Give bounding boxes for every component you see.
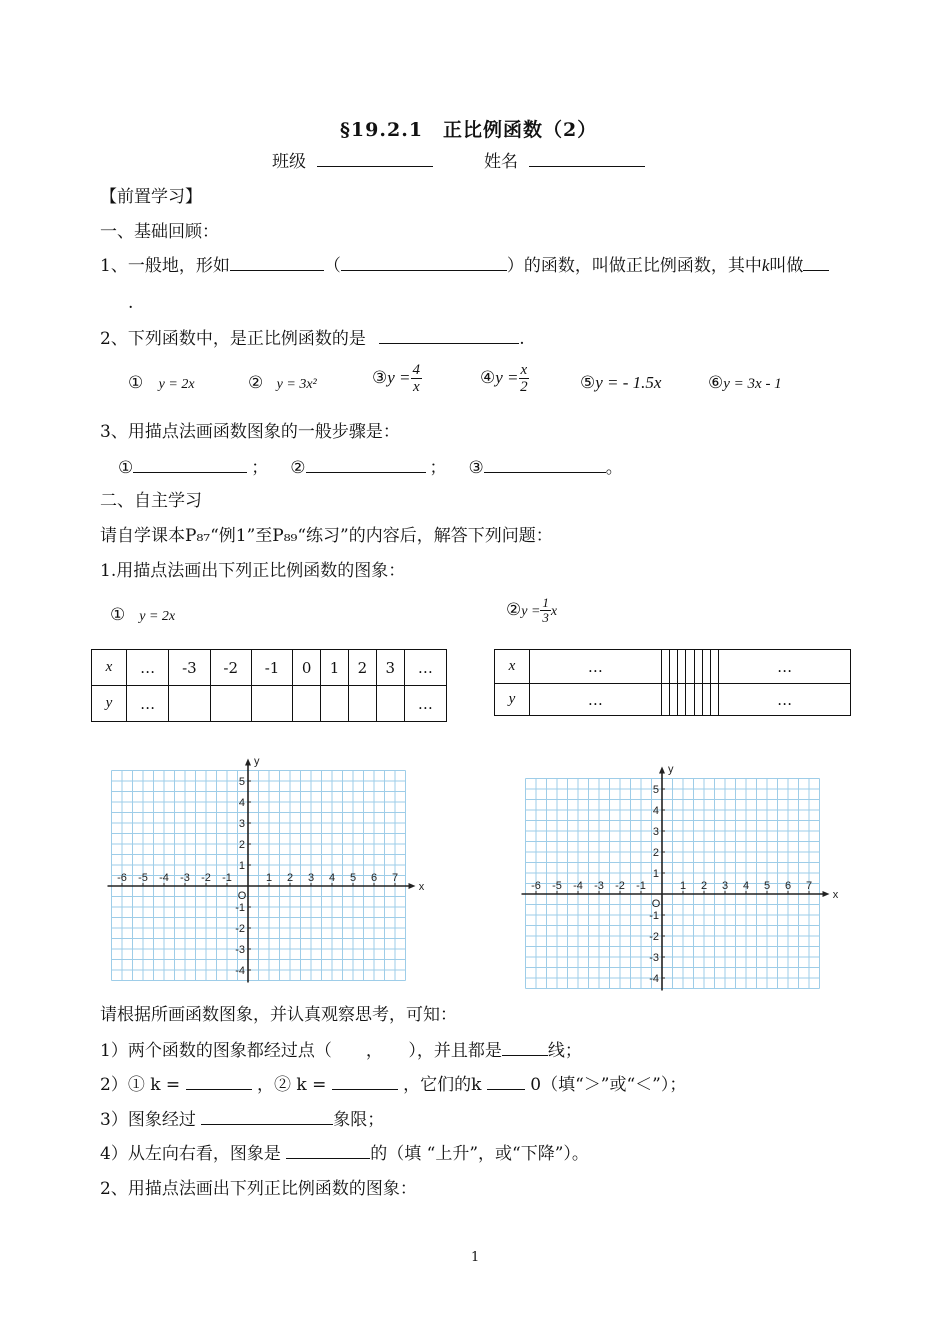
y-tick-label: 5 <box>652 784 659 796</box>
x-tick-label: -3 <box>594 880 604 892</box>
y-tick-label: 4 <box>652 805 659 817</box>
x-tick-label: -1 <box>222 872 232 884</box>
o1-text: 1）两个函数的图象都经过点（ ， ），并且都是 <box>100 1041 502 1061</box>
y-tick-label: 2 <box>238 839 245 851</box>
q2-answer-field[interactable] <box>379 327 519 344</box>
grid-lines <box>112 771 406 981</box>
observation-3 <box>100 1108 384 1131</box>
option-lhs: y = <box>387 368 411 387</box>
option-mark: ⑥ <box>708 373 724 393</box>
x-tick-label: -3 <box>180 872 190 884</box>
page-title: §19.2.1 正比例函数（2） <box>340 119 598 141</box>
table-cell: … <box>127 650 169 686</box>
fn-lhs: y = <box>521 604 541 619</box>
q2-text: 2、下列函数中，是正比例函数的是 <box>100 329 366 349</box>
x-tick-label: 7 <box>805 880 813 892</box>
option-mark: ⑤ <box>580 373 596 393</box>
page-number: 1 <box>471 1250 480 1265</box>
step1-field[interactable] <box>133 456 247 473</box>
y-tick-label: -1 <box>649 910 659 922</box>
q1-blank-k[interactable] <box>803 254 829 271</box>
x-tick-label: -5 <box>552 880 562 892</box>
y-tick-label: 1 <box>238 860 245 872</box>
table-cell: -3 <box>169 650 210 686</box>
table-input-cell[interactable] <box>702 650 710 684</box>
table-cell: 1 <box>321 650 349 686</box>
y-tick-label: 3 <box>652 826 659 838</box>
x-tick-label: 3 <box>721 880 729 892</box>
o2-text: 2）① k = <box>100 1075 181 1095</box>
table-cell: … <box>719 650 851 684</box>
option-mark: ① <box>128 373 144 393</box>
o3-field[interactable] <box>201 1108 333 1125</box>
table-input-cell[interactable] <box>669 650 677 684</box>
x-tick-label: 7 <box>391 872 399 884</box>
table-cell: -2 <box>210 650 251 686</box>
y-tick-label: 3 <box>238 818 245 830</box>
o2-text-c: ，它们的k <box>403 1075 482 1095</box>
observation-1 <box>100 1039 582 1062</box>
q3-steps <box>118 456 623 479</box>
x-tick-label: 4 <box>328 872 336 884</box>
coordinate-grid-2[interactable] <box>526 746 839 998</box>
part1-heading: 一、基础回顾： <box>100 222 219 242</box>
x-tick-label: 1 <box>265 872 273 884</box>
y-tick-label: -1 <box>235 902 245 914</box>
part2-heading: 二、自主学习 <box>100 491 202 511</box>
o2-text-d: 0（填“＞”或“＜”）； <box>530 1075 687 1095</box>
y-axis-label: y <box>668 763 674 776</box>
x-axis-arrow <box>409 883 416 889</box>
table-cell: 3 <box>376 650 404 686</box>
option-mark: ④ <box>480 368 496 388</box>
fn2-label <box>506 596 557 625</box>
observe-intro: 请根据所画函数图象，并认真观察思考，可知： <box>100 1005 457 1025</box>
y-tick-label: -3 <box>235 944 245 956</box>
o4-text-end: 的（填 “上升”，或“下降”）。 <box>370 1144 589 1164</box>
q2-end: . <box>519 329 525 349</box>
y-axis-arrow <box>245 759 251 766</box>
step2-field[interactable] <box>306 456 426 473</box>
step3-field[interactable] <box>484 456 606 473</box>
y-tick-label: -2 <box>235 923 245 935</box>
option-expr: y = 3x - 1 <box>723 376 782 392</box>
x-tick-label: -5 <box>138 872 148 884</box>
table-input-cell[interactable] <box>293 686 321 722</box>
table-header-y: y <box>495 684 530 716</box>
q2 <box>100 327 525 350</box>
table-input-cell[interactable] <box>678 684 686 716</box>
table-cell: 2 <box>348 650 376 686</box>
frac-den: 2 <box>520 379 528 395</box>
table-header-y: y <box>92 686 127 722</box>
q1 <box>100 254 829 277</box>
x-tick-label: -4 <box>573 880 583 892</box>
class-row <box>272 150 433 173</box>
table-cell: … <box>530 650 662 684</box>
q1-k: k <box>761 256 770 275</box>
option-6 <box>708 372 782 395</box>
task2: 2、用描点法画出下列正比例函数的图象： <box>100 1179 417 1199</box>
y-tick-label: -2 <box>649 931 659 943</box>
o2-k2-field[interactable] <box>332 1073 398 1090</box>
x-tick-label: -6 <box>531 880 541 892</box>
x-tick-label: 1 <box>679 880 687 892</box>
table-cell: … <box>404 686 446 722</box>
x-axis-arrow <box>823 891 830 897</box>
table-cell: … <box>127 686 169 722</box>
x-tick-label: 6 <box>784 880 792 892</box>
y-tick-label: -3 <box>649 952 659 964</box>
q1-end: . <box>128 293 134 313</box>
table-input-cell[interactable] <box>669 684 677 716</box>
table-header-x: x <box>92 650 127 686</box>
x-tick-label: 2 <box>286 872 294 884</box>
observation-4 <box>100 1142 589 1165</box>
step-mark: ② <box>290 458 306 478</box>
option-4 <box>480 362 529 395</box>
frac-den: x <box>412 379 420 395</box>
y-tick-label: 4 <box>238 797 245 809</box>
o3-text-end: 象限； <box>333 1110 385 1130</box>
origin-label: O <box>237 890 247 902</box>
x-tick-label: -6 <box>117 872 127 884</box>
y-tick-label: 5 <box>238 776 245 788</box>
x-tick-label: -4 <box>159 872 169 884</box>
table-input-cell[interactable] <box>678 650 686 684</box>
grid-lines <box>526 779 820 989</box>
part2-intro: 请自学课本P₈₇“例1”至P₈₉“练习”的内容后，解答下列问题： <box>100 526 553 546</box>
step-mark: ① <box>118 458 134 478</box>
table-cell: … <box>719 684 851 716</box>
observation-2 <box>100 1073 686 1096</box>
step-end: 。 <box>605 458 623 478</box>
table-input-cell[interactable] <box>321 686 349 722</box>
origin-label: O <box>651 898 661 910</box>
o4-field[interactable] <box>286 1142 370 1159</box>
step-mark: ③ <box>468 458 484 478</box>
o4-text: 4）从左向右看，图象是 <box>100 1144 281 1164</box>
fn-var: x <box>550 604 558 619</box>
table-input-cell[interactable] <box>711 650 719 684</box>
o3-text: 3）图象经过 <box>100 1110 196 1130</box>
option-3 <box>372 362 422 395</box>
fn-expr: y = 2x <box>139 609 176 624</box>
table-cell: … <box>404 650 446 686</box>
task1: 1.用描点法画出下列正比例函数的图象： <box>100 561 406 581</box>
table-input-cell[interactable] <box>348 686 376 722</box>
option-expr: y = 2x <box>158 377 195 392</box>
value-table-1 <box>91 649 447 722</box>
o2-sign-field[interactable] <box>487 1073 525 1090</box>
x-tick-label: 5 <box>763 880 771 892</box>
coordinate-grid-1[interactable] <box>112 738 425 990</box>
y-axis-arrow <box>659 767 665 774</box>
table-input-cell[interactable] <box>686 684 694 716</box>
y-tick-label: -4 <box>649 973 659 985</box>
step-sep: ； <box>429 458 447 478</box>
class-field[interactable] <box>317 150 433 167</box>
x-tick-label: 3 <box>307 872 315 884</box>
name-field[interactable] <box>529 150 645 167</box>
q1-blank-condition[interactable] <box>341 254 507 271</box>
o1-field[interactable] <box>502 1039 548 1056</box>
table-input-cell[interactable] <box>169 686 210 722</box>
o2-k1-field[interactable] <box>186 1073 252 1090</box>
table-input-cell[interactable] <box>251 686 292 722</box>
q1-blank-form[interactable] <box>230 254 324 271</box>
table-input-cell[interactable] <box>661 650 669 684</box>
table-input-cell[interactable] <box>210 686 251 722</box>
table-input-cell[interactable] <box>694 650 702 684</box>
x-tick-label: 4 <box>742 880 750 892</box>
fn-mark: ① <box>110 605 126 625</box>
q1-text-a: 1、一般地，形如 <box>100 256 230 276</box>
option-mark: ③ <box>372 368 388 388</box>
option-mark: ② <box>248 373 264 393</box>
q1-text-b: （ <box>323 256 341 276</box>
option-2 <box>248 372 317 396</box>
x-tick-label: 2 <box>700 880 708 892</box>
y-tick-label: 2 <box>652 847 659 859</box>
option-expr: y = - 1.5x <box>595 373 662 392</box>
o1-text-end: 线； <box>547 1041 582 1061</box>
fn-mark: ② <box>506 600 522 620</box>
x-axis-label: x <box>418 881 425 893</box>
table-input-cell[interactable] <box>686 650 694 684</box>
frac-num: 1 <box>542 595 549 610</box>
name-row <box>484 150 645 173</box>
frac-num: x <box>520 362 528 378</box>
table-input-cell[interactable] <box>694 684 702 716</box>
section-preview: 【前置学习】 <box>100 187 202 207</box>
y-tick-label: 1 <box>652 868 659 880</box>
y-axis-label: y <box>254 755 260 768</box>
x-tick-label: 6 <box>370 872 378 884</box>
fn1-label <box>110 604 175 628</box>
frac-den: 3 <box>542 610 549 625</box>
o2-text-b: ，② k = <box>256 1075 327 1095</box>
x-axis-label: x <box>832 889 839 901</box>
table-cell: 0 <box>293 650 321 686</box>
class-label: 班级 <box>272 152 306 172</box>
q1-text-d: 叫做 <box>769 256 804 276</box>
step-sep: ； <box>251 458 269 478</box>
option-expr: y = 3x² <box>276 377 317 392</box>
option-1 <box>128 372 195 396</box>
table-input-cell[interactable] <box>702 684 710 716</box>
x-tick-label: -1 <box>636 880 646 892</box>
x-tick-label: 5 <box>349 872 357 884</box>
table-input-cell[interactable] <box>376 686 404 722</box>
name-label: 姓名 <box>484 152 518 172</box>
q3: 3、用描点法画函数图象的一般步骤是： <box>100 422 400 442</box>
table-cell: -1 <box>251 650 292 686</box>
y-tick-label: -4 <box>235 965 245 977</box>
option-lhs: y = <box>495 368 519 387</box>
table-input-cell[interactable] <box>711 684 719 716</box>
table-input-cell[interactable] <box>661 684 669 716</box>
value-table-2 <box>494 649 851 716</box>
x-tick-label: -2 <box>201 872 211 884</box>
table-header-x: x <box>495 650 530 684</box>
table-cell: … <box>530 684 662 716</box>
option-5 <box>580 372 661 394</box>
frac-num: 4 <box>412 362 421 378</box>
q1-text-c: ）的函数，叫做正比例函数，其中 <box>506 256 762 276</box>
x-tick-label: -2 <box>615 880 625 892</box>
